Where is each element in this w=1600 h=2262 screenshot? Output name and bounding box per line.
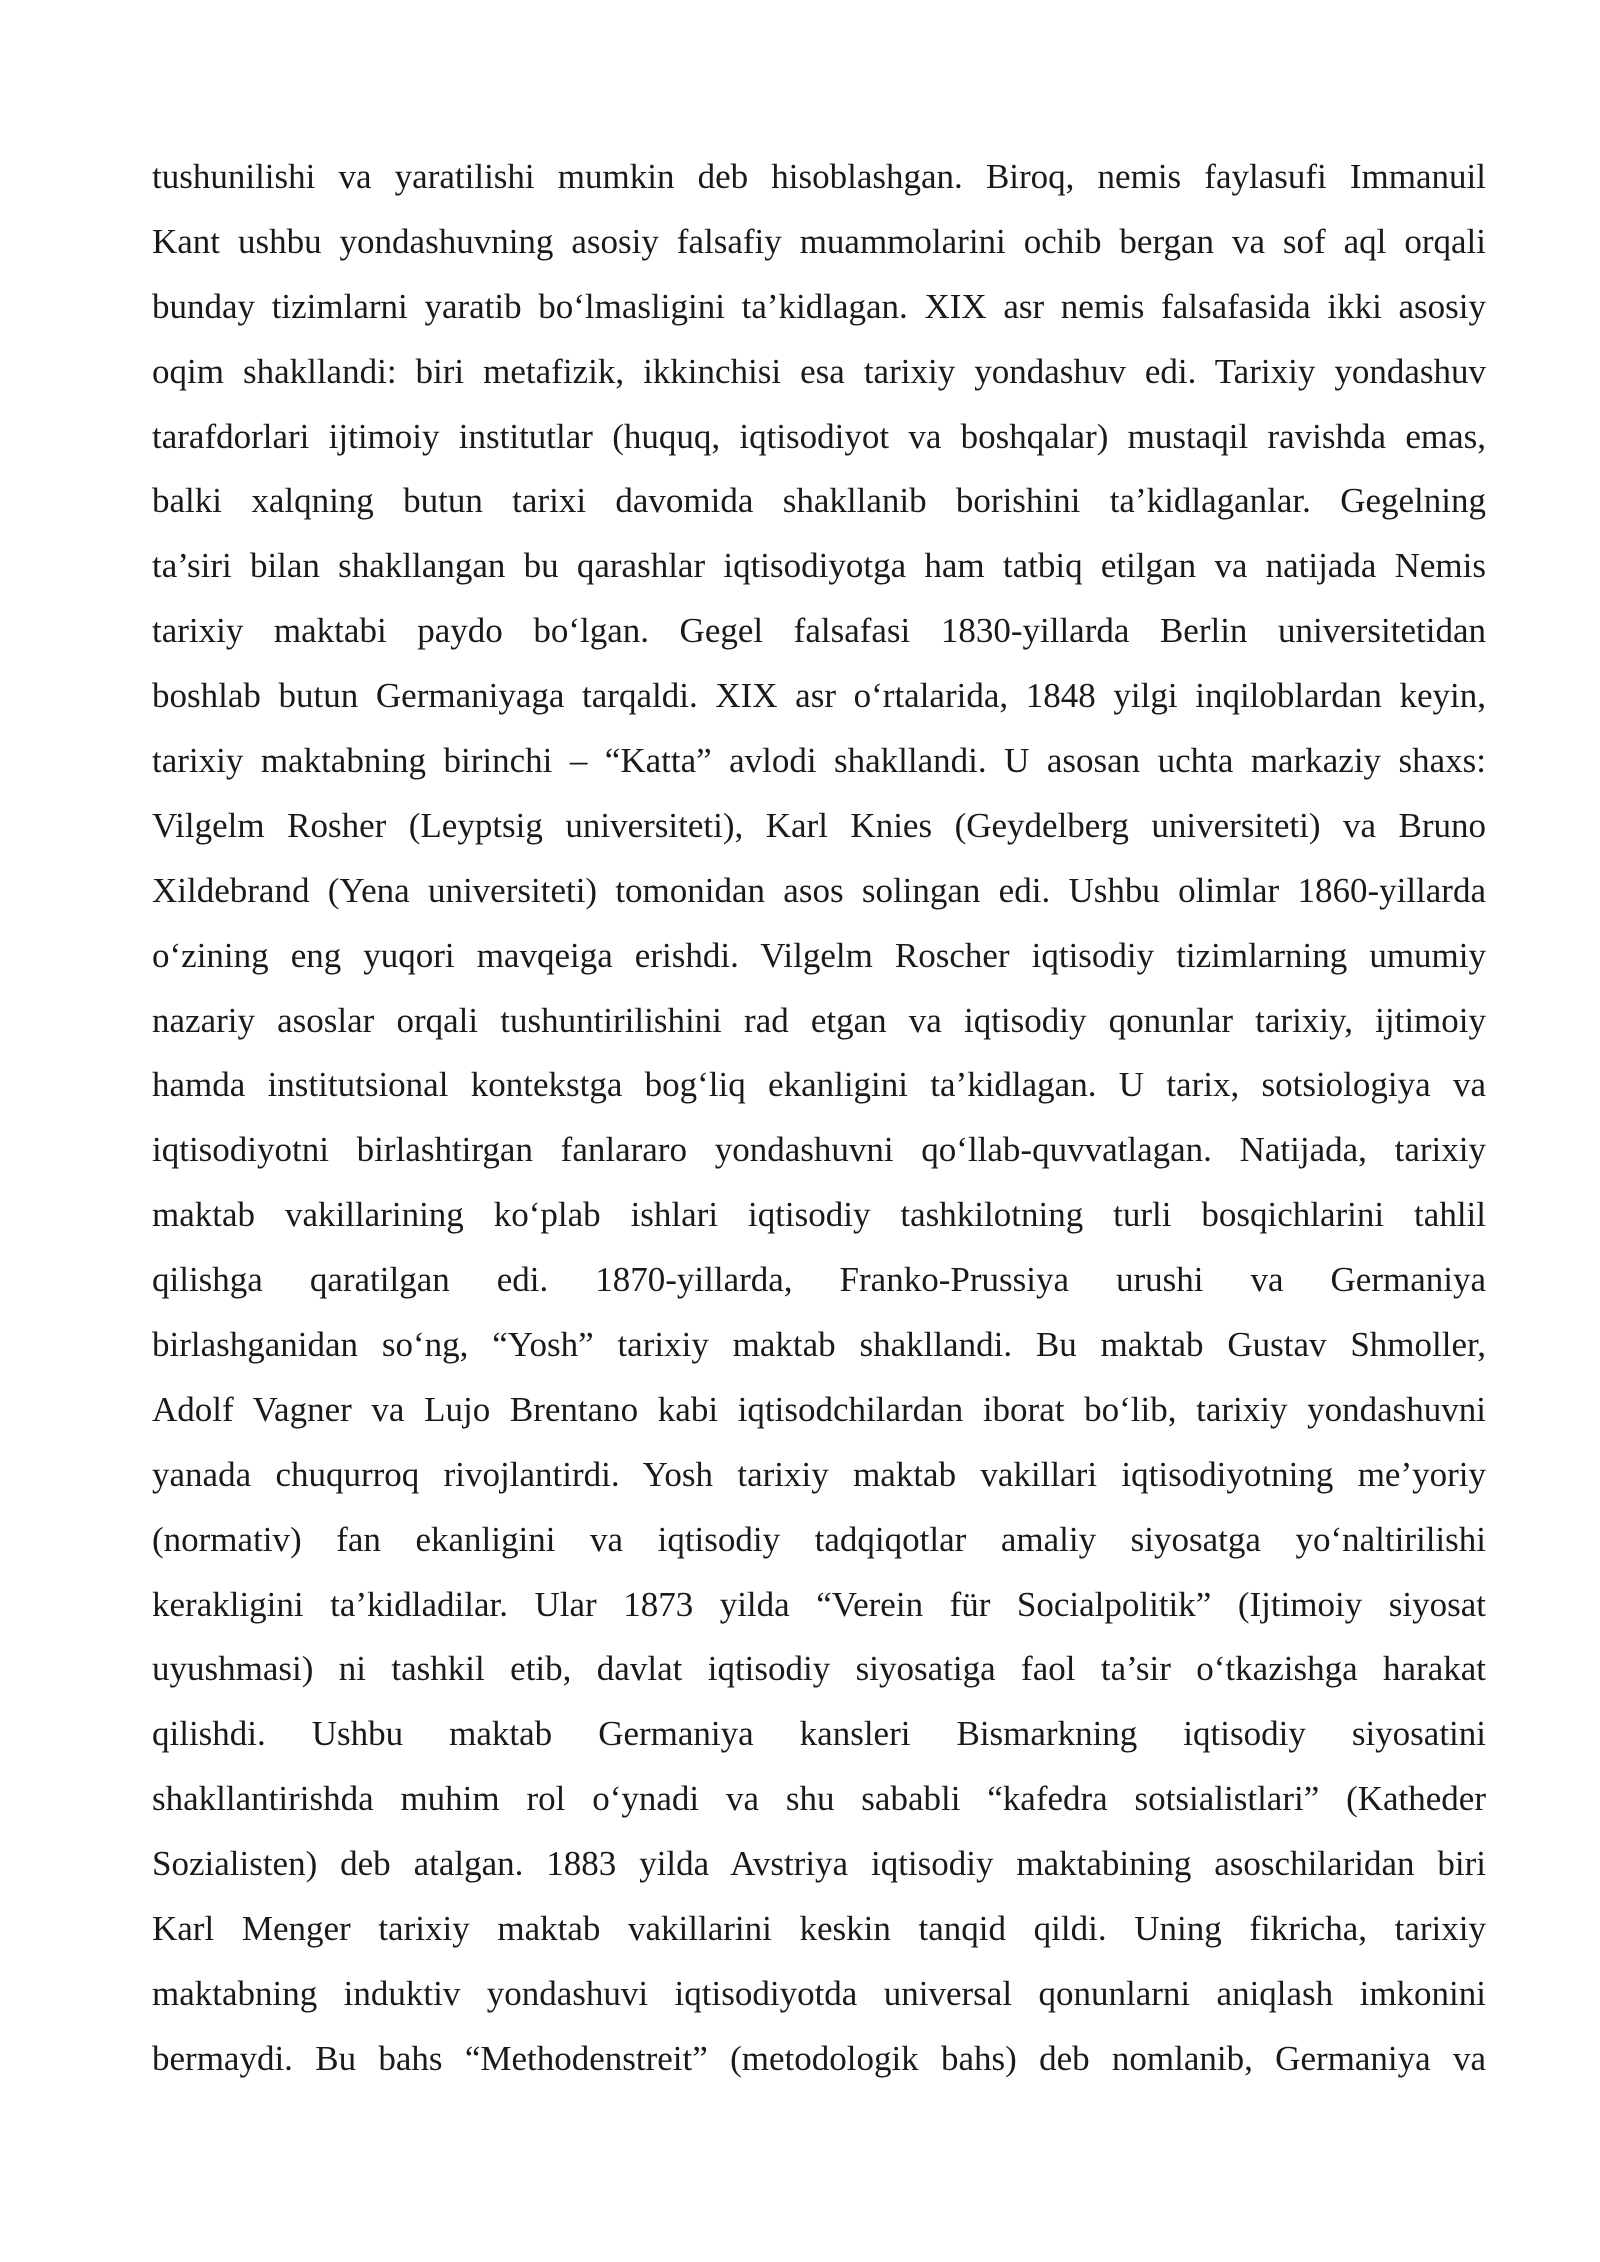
text-line: shakllantirishda muhim rol o‘ynadi va shu sababli “kafedra sotsialistlari” (Katheder	[152, 1779, 1486, 1819]
text-line: maktab vakillarining ko‘plab ishlari iqtisodiy tashkilotning turli bosqichlarini tahlil	[152, 1195, 1486, 1235]
text-line: ta’siri bilan shakllangan bu qarashlar iqtisodiyotga ham tatbiq etilgan va natijada Nemis	[152, 546, 1486, 586]
text-line: bermaydi. Bu bahs “Methodenstreit” (metodologik bahs) deb nomlanib, Germaniya va	[152, 2038, 1486, 2078]
text-line: tarixiy maktabi paydo bo‘lgan. Gegel falsafasi 1830-yillarda Berlin universitetidan	[152, 611, 1486, 651]
body-paragraph	[152, 145, 1486, 2092]
text-line: uyushmasi) ni tashkil etib, davlat iqtisodiy siyosatiga faol ta’sir o‘tkazishga harakat	[152, 1649, 1486, 1689]
text-line: Karl Menger tarixiy maktab vakillarini keskin tanqid qildi. Uning fikricha, tarixiy	[152, 1909, 1486, 1949]
text-line: qilishga qaratilgan edi. 1870-yillarda, Franko-Prussiya urushi va Germaniya	[152, 1260, 1486, 1300]
text-line: Vilgelm Rosher (Leyptsig universiteti), Karl Knies (Geydelberg universiteti) va Bruno	[152, 805, 1486, 845]
text-line: tushunilishi va yaratilishi mumkin deb hisoblashgan. Biroq, nemis faylasufi Immanuil	[152, 157, 1486, 196]
text-line: maktabning induktiv yondashuvi iqtisodiyotda universal qonunlarni aniqlash imkonini	[152, 1973, 1486, 2013]
text-line: (normativ) fan ekanligini va iqtisodiy tadqiqotlar amaliy siyosatga yo‘naltirilishi	[152, 1519, 1486, 1559]
text-line: o‘zining eng yuqori mavqeiga erishdi. Vilgelm Roscher iqtisodiy tizimlarning umumiy	[152, 935, 1486, 975]
text-line: Sozialisten) deb atalgan. 1883 yilda Avstriya iqtisodiy maktabining asoschilaridan biri	[152, 1844, 1486, 1884]
text-line: Adolf Vagner va Lujo Brentano kabi iqtisodchilardan iborat bo‘lib, tarixiy yondashuvni	[152, 1389, 1486, 1429]
text-line: Kant ushbu yondashuvning asosiy falsafiy muammolarini ochib bergan va sof aql orqali	[152, 221, 1486, 261]
text-line: birlashganidan so‘ng, “Yosh” tarixiy maktab shakllandi. Bu maktab Gustav Shmoller,	[152, 1325, 1486, 1365]
text-line: yanada chuqurroq rivojlantirdi. Yosh tarixiy maktab vakillari iqtisodiyotning me’yoriy	[152, 1454, 1486, 1494]
text-line: oqim shakllandi: biri metafizik, ikkinchisi esa tarixiy yondashuv edi. Tarixiy yondashuv	[152, 351, 1486, 391]
text-line: balki xalqning butun tarixi davomida shakllanib borishini ta’kidlaganlar. Gegelning	[152, 481, 1486, 521]
text-line: iqtisodiyotni birlashtirgan fanlararo yondashuvni qo‘llab-quvvatlagan. Natijada, tarixiy	[152, 1130, 1486, 1170]
text-line: tarafdorlari ijtimoiy institutlar (huquq, iqtisodiyot va boshqalar) mustaqil ravishda emas,	[152, 416, 1486, 456]
text-line: Xildebrand (Yena universiteti) tomonidan asos solingan edi. Ushbu olimlar 1860-yillarda	[152, 870, 1486, 910]
text-line: hamda institutsional kontekstga bog‘liq ekanligini ta’kidlagan. U tarix, sotsiologiya va	[152, 1065, 1486, 1105]
text-line: kerakligini ta’kidladilar. Ular 1873 yilda “Verein für Socialpolitik” (Ijtimoiy siyosat	[152, 1584, 1486, 1624]
text-line: tarixiy maktabning birinchi – “Katta” avlodi shakllandi. U asosan uchta markaziy shaxs:	[152, 741, 1486, 781]
text-line: nazariy asoslar orqali tushuntirilishini rad etgan va iqtisodiy qonunlar tarixiy, ijtimoiy	[152, 1000, 1486, 1040]
text-line: boshlab butun Germaniyaga tarqaldi. XIX asr o‘rtalarida, 1848 yilgi inqiloblardan keyin,	[152, 676, 1486, 716]
text-line: qilishdi. Ushbu maktab Germaniya kansleri Bismarkning iqtisodiy siyosatini	[152, 1714, 1486, 1754]
text-line: bunday tizimlarni yaratib bo‘lmasligini ta’kidlagan. XIX asr nemis falsafasida ikki asosiy	[152, 286, 1486, 326]
